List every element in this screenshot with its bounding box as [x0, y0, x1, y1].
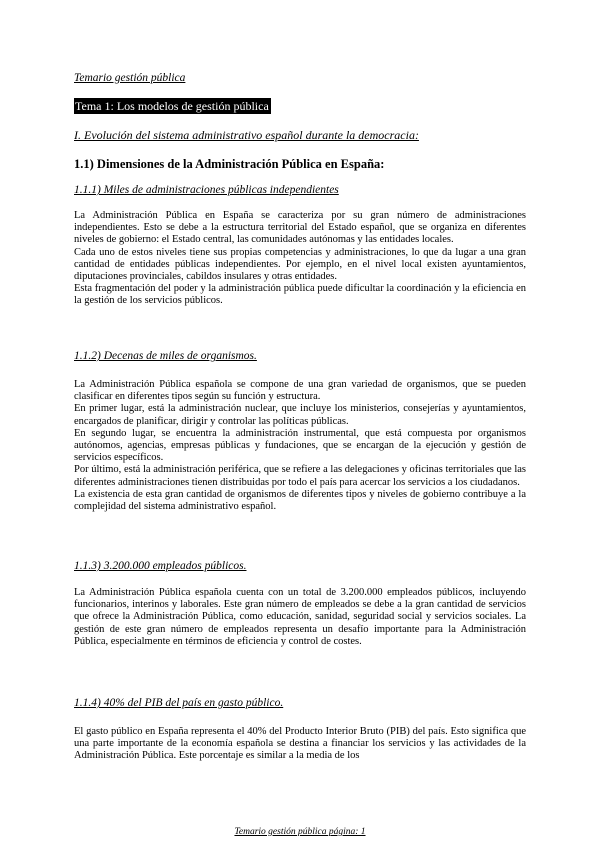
paragraph-1-1-1: La Administración Pública en España se caracteriza por su gran número de administraciones independientes. Esto se debe a la estructura territorial del Estado español, que se organiza en diferentes niveles de gobierno: el Estado central, las comunidades autónomas y las entidades locales. Cada uno de estos niveles tiene sus propias competencias y administraciones, lo que da lugar a una gran cantidad de entidades públicas independientes. Por ejemplo, en el nivel local existen ayuntamientos, diputaciones provinciales, cabildos insulares y otras entidades. Esta fragmentación del poder y la administración pública puede dificultar la coordinación y la eficiencia en la gestión de los servicios públicos. — [74, 210, 526, 307]
tema-title: Tema 1: Los modelos de gestión pública — [75, 99, 269, 113]
subsection-heading: 1.1) Dimensiones de la Administración Pública en España: — [74, 157, 385, 171]
paragraph-1-1-3: La Administración Pública española cuenta con un total de 3.200.000 empleados públicos, incluyendo funcionarios, interinos y laborales. Este gran número de empleados se debe a la gran cantidad de servicios que ofrece la Administración Pública, como educación, sanidad, seguridad social y servicios sociales. La gestión de este gran número de empleados representa un desafío importante para la Administración Pública, especialmente en términos de eficiencia y control de costes. — [74, 587, 526, 647]
document-header-title: Temario gestión pública — [74, 72, 186, 84]
heading-1-1-1: 1.1.1) Miles de administraciones públicas independientes — [74, 184, 339, 196]
paragraph-1-1-4: El gasto público en España representa el 40% del Producto Interior Bruto (PIB) del país. Esto significa que una parte importante de la economía española se destina a financiar los servicios y las actividades de la Administración Pública. Este porcentaje es similar a la media de los — [74, 726, 526, 762]
page-footer: Temario gestión pública página: 1 — [234, 827, 366, 837]
section-heading: I. Evolución del sistema administrativo español durante la democracia: — [74, 128, 419, 142]
heading-1-1-4: 1.1.4) 40% del PIB del país en gasto público. — [74, 697, 284, 709]
paragraph-1-1-2: La Administración Pública española se compone de una gran variedad de organismos, que se pueden clasificar en diferentes tipos según su función y estructura. En primer lugar, está la administración nuclear, que incluye los ministerios, consejerías y ayuntamientos, encargados de planificar, dirigir y controlar las políticas públicas. En segundo lugar, se encuentra la administración instrumental, que está compuesta por organismos autónomos, agencias, empresas públicas y fundaciones, que se encargan de la ejecución y gestión de servicios específicos. Por último, está la administración periférica, que se refiere a las delegaciones y oficinas territoriales que las diferentes administraciones tienen distribuidas por todo el país para acercar los servicios a los ciudadanos. La existencia de esta gran cantidad de organismos de diferentes tipos y niveles de gobierno contribuye a la complejidad del sistema administrativo español. — [74, 379, 526, 513]
heading-1-1-3: 1.1.3) 3.200.000 empleados públicos. — [74, 560, 247, 572]
heading-1-1-2: 1.1.2) Decenas de miles de organismos. — [74, 350, 257, 362]
